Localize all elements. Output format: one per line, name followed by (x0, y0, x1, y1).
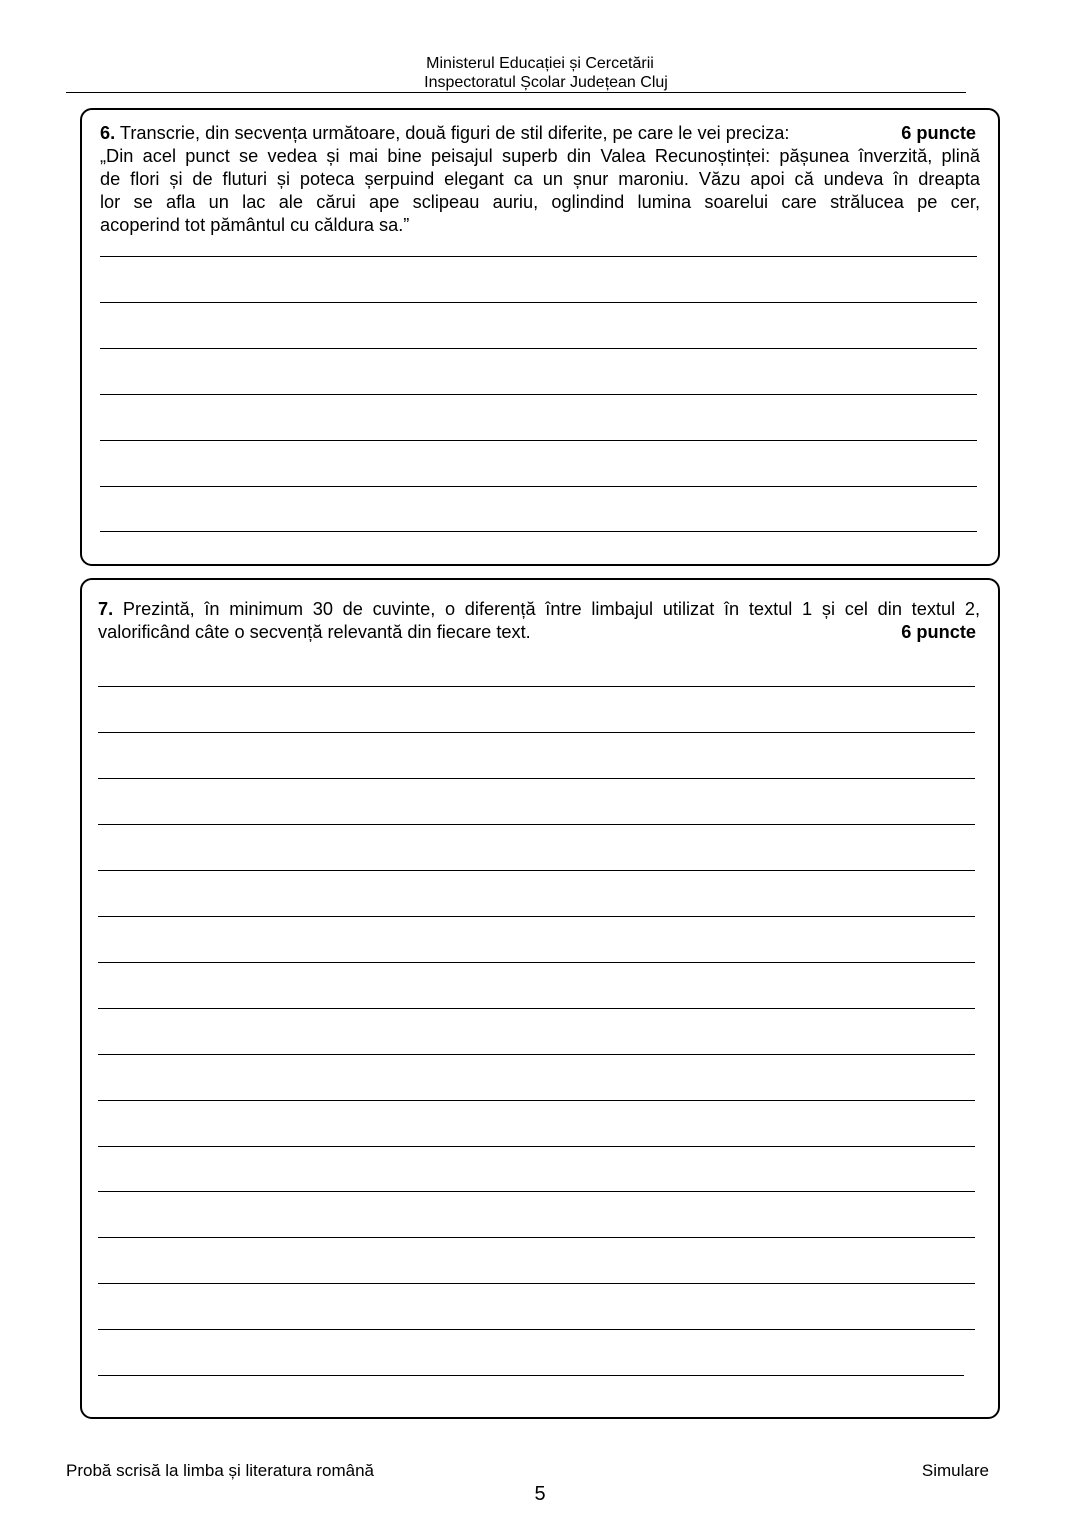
answer-line-7[interactable] (98, 1054, 975, 1055)
question-7-prompt-line1: Prezintă, în minimum 30 de cuvinte, o diferență între limbajul utilizat în textul 1 și cel din textul 2, (122, 599, 981, 619)
answer-line-7[interactable] (98, 916, 975, 917)
page-number: 5 (534, 1483, 546, 1505)
answer-line-7[interactable] (98, 1237, 975, 1238)
answer-line-7[interactable] (98, 1283, 975, 1284)
answer-line-7[interactable] (98, 1329, 975, 1330)
answer-line-7[interactable] (98, 732, 975, 733)
answer-line-6[interactable] (100, 394, 977, 395)
answer-line-7[interactable] (98, 1008, 975, 1009)
answer-line-6[interactable] (100, 348, 977, 349)
quote-line: de flori și de fluturi și poteca șerpuind elegant ca un șnur maroniu. Văzu apoi că undeva în dreapta (100, 169, 980, 189)
question-7-box (80, 578, 1000, 1419)
question-6-box (80, 108, 1000, 566)
answer-line-7[interactable] (98, 1375, 964, 1376)
answer-line-7[interactable] (98, 870, 975, 871)
answer-line-7[interactable] (98, 1146, 975, 1147)
answer-line-6[interactable] (100, 531, 977, 532)
answer-line-6[interactable] (100, 440, 977, 441)
question-6-points: 6 puncte (901, 123, 976, 143)
answer-line-7[interactable] (98, 962, 975, 963)
quote-line: lor se afla un lac ale cărui ape sclipeau auriu, oglindind lumina soarelui care strălucea pe cer, (100, 192, 980, 212)
answer-line-6[interactable] (100, 302, 977, 303)
question-6-prompt: Transcrie, din secvența următoare, două figuri de stil diferite, pe care le vei preciza: (119, 123, 790, 143)
answer-line-6[interactable] (100, 486, 977, 487)
question-7-number: 7. (98, 599, 114, 619)
footer-exam-title: Probă scrisă la limba și literatura română (66, 1461, 375, 1480)
answer-line-6[interactable] (100, 256, 977, 257)
header-inspectorate: Inspectoratul Școlar Județean Cluj (424, 74, 668, 91)
question-6-text (100, 122, 980, 237)
answer-line-7[interactable] (98, 1191, 975, 1192)
question-7-points: 6 puncte (901, 622, 976, 642)
quote-line: „Din acel punct se vedea și mai bine peisajul superb din Valea Recunoștinței: pășunea înverzită, plină (100, 146, 980, 166)
answer-line-7[interactable] (98, 778, 975, 779)
footer-exam-type: Simulare (921, 1461, 989, 1480)
header-ministry: Ministerul Educației și Cercetării (426, 55, 654, 72)
answer-line-7[interactable] (98, 824, 975, 825)
quote-line: acoperind tot pământul cu căldura sa.” (100, 215, 410, 235)
header-rule (66, 92, 966, 93)
answer-line-7[interactable] (98, 1100, 975, 1101)
question-7-text (98, 598, 980, 644)
question-7-prompt-line2: valorificând câte o secvență relevantă din fiecare text. (98, 622, 531, 642)
page-header (0, 54, 1080, 92)
answer-line-7[interactable] (98, 686, 975, 687)
question-6-number: 6. (100, 123, 116, 143)
